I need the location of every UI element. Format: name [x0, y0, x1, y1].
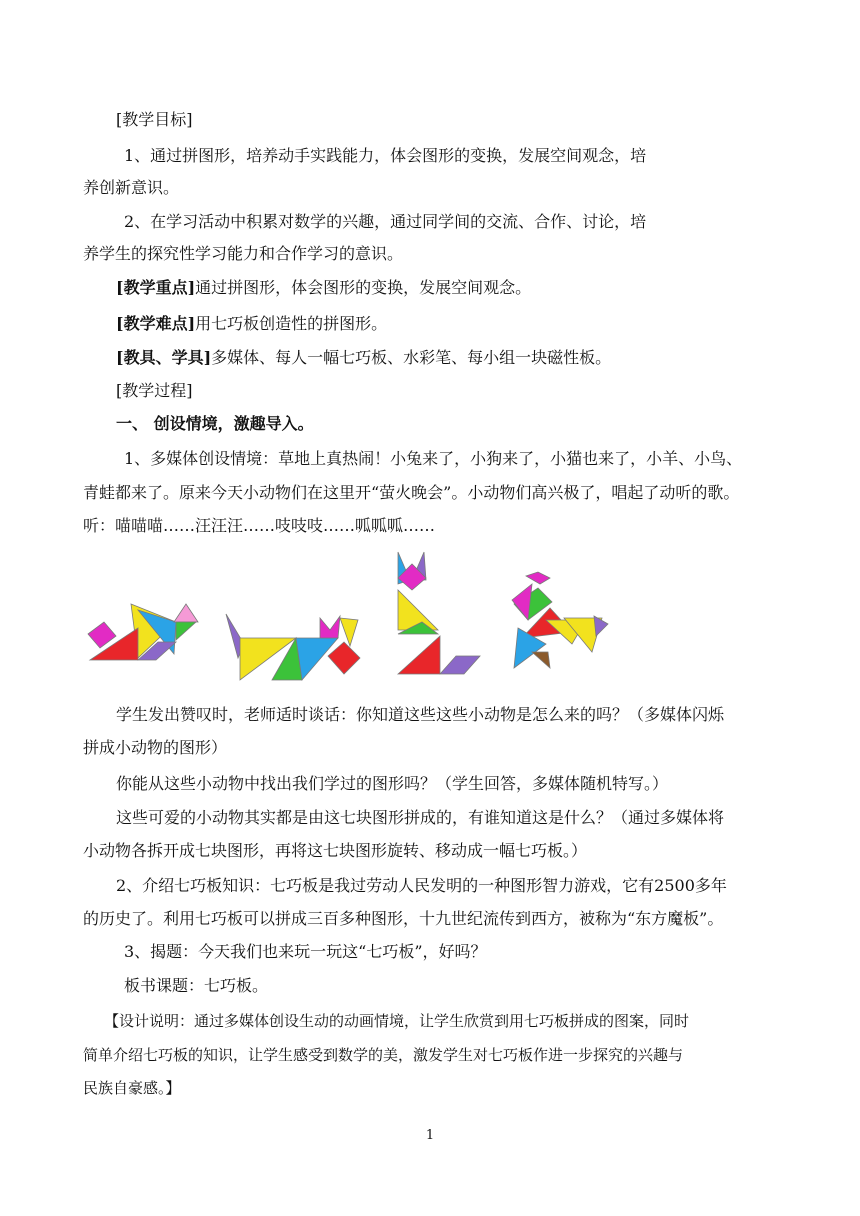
tangram-piece	[532, 652, 550, 668]
para-4-line-1: 这些可爱的小动物其实都是由这七块图形拼成的，有谁知道这是什么？（通过多媒体将	[116, 808, 725, 827]
para-6-line-1: 3、揭题：今天我们也来玩一玩这“七巧板”，好吗？	[124, 942, 487, 961]
goals-heading: [教学目标]	[116, 110, 193, 129]
tangram-bird	[88, 604, 198, 660]
teaching-focus	[116, 278, 531, 298]
para-3-line-1: 你能从这些小动物中找出我们学过的图形吗？（学生回答，多媒体随机特写。）	[116, 774, 669, 793]
tangram-piece	[440, 656, 480, 674]
tangram-dog	[226, 614, 360, 680]
design-note-line-3: 民族自豪感。】	[83, 1079, 181, 1097]
para-7-line-1: 板书课题：七巧板。	[124, 976, 269, 995]
para-2-line-1: 学生发出赞叹时，老师适时谈话：你知道这些这些小动物是怎么来的吗？（多媒体闪烁	[116, 705, 725, 724]
tangram-piece	[328, 642, 360, 674]
focus-label: [教学重点]	[116, 278, 196, 297]
tools-label: [教具、学具]	[116, 348, 212, 367]
design-note-line-2: 简单介绍七巧板的知识，让学生感受到数学的美，激发学生对七巧板作进一步探究的兴趣与	[83, 1046, 684, 1064]
page-number: 1	[425, 1128, 435, 1143]
para-5-line-1: 2、介绍七巧板知识：七巧板是我过劳动人民发明的一种图形智力游戏，它有2500多年	[116, 876, 727, 895]
focus-text: 通过拼图形，体会图形的变换，发展空间观念。	[195, 278, 532, 297]
goal-2-line-2: 养学生的探究性学习能力和合作学习的意识。	[83, 244, 404, 263]
difficulty-text: 用七巧板创造性的拼图形。	[195, 314, 388, 333]
goal-2-line-1: 2、在学习活动中积累对数学的兴趣，通过同学间的交流、合作、讨论，培	[124, 212, 647, 231]
teaching-tools	[116, 348, 611, 368]
tangram-piece	[174, 604, 198, 622]
para-5-line-2: 的历史了。利用七巧板可以拼成三百多种图形，十九世纪流传到西方，被称为“东方魔板”。	[83, 909, 724, 928]
part-1-heading: 一、 创设情境，激趣导入。	[116, 414, 314, 433]
tangram-animals-illustration	[76, 548, 616, 694]
tangram-piece	[176, 622, 196, 640]
tangram-piece	[526, 572, 550, 584]
tangram-piece	[512, 584, 532, 620]
tangram-piece	[320, 616, 340, 638]
tangram-goat	[512, 572, 608, 668]
difficulty-label: [教学难点]	[116, 314, 196, 333]
para-1-line-1: 1、多媒体创设情境：草地上真热闹！小兔来了，小狗来了，小猫也来了，小羊、小鸟、	[124, 449, 743, 468]
tangram-cat	[398, 552, 480, 674]
goal-1-line-1: 1、通过拼图形，培养动手实践能力，体会图形的变换，发展空间观念，培	[124, 146, 647, 165]
tools-text: 多媒体、每人一幅七巧板、水彩笔、每小组一块磁性板。	[211, 348, 612, 367]
tangram-piece	[398, 636, 440, 674]
process-heading: [教学过程]	[116, 381, 193, 400]
para-4-line-2: 小动物各拆开成七块图形，再将这七块图形旋转、移动成一幅七巧板。）	[83, 841, 588, 860]
para-1-line-2: 青蛙都来了。原来今天小动物们在这里开“萤火晚会”。小动物们高兴极了，唱起了动听的歌。	[83, 483, 740, 502]
tangram-piece	[88, 622, 116, 648]
para-1-line-3: 听：喵喵喵……汪汪汪……吱吱吱……呱呱呱……	[83, 516, 436, 535]
tangram-piece	[340, 618, 358, 646]
goal-1-line-2: 养创新意识。	[83, 178, 180, 197]
design-note-line-1: 【设计说明：通过多媒体创设生动的动画情境，让学生欣赏到用七巧板拼成的图案，同时	[104, 1012, 690, 1030]
teaching-difficulty	[116, 314, 387, 334]
para-2-line-2: 拼成小动物的图形）	[83, 738, 228, 757]
